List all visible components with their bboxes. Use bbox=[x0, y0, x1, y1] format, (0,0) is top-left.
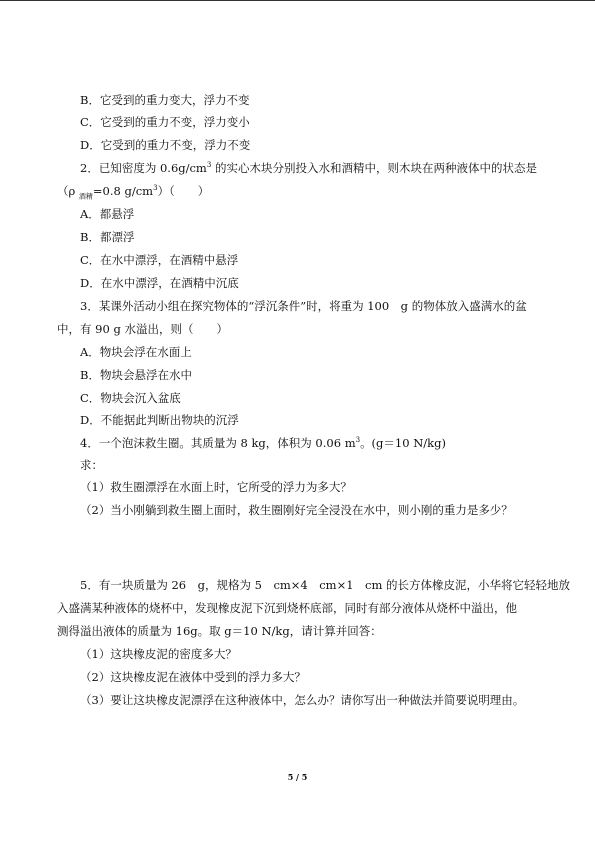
page-top-rule bbox=[0, 0, 595, 1]
q1-option-d: D．它受到的重力不变，浮力不变 bbox=[80, 138, 251, 152]
q3-option-c: C．物块会沉入盆底 bbox=[80, 391, 181, 405]
q5-stem-continued-1: 入盛满某种液体的烧杯中，发现橡皮泥下沉到烧杯底部，同时有部分液体从烧杯中溢出，他 bbox=[57, 601, 517, 615]
q4-sub-question-1: （1）救生圈漂浮在水面上时，它所受的浮力为多大？ bbox=[80, 480, 352, 494]
q4-sub-question-2: （2）当小刚躺到救生圈上面时，救生圈刚好完全浸没在水中，则小刚的重力是多少？ bbox=[80, 503, 513, 517]
q1-option-c: C．它受到的重力不变，浮力变小 bbox=[80, 115, 250, 129]
q3-stem-continued: 中，有 90 g 水溢出，则（ ） bbox=[57, 322, 228, 336]
q4-stem: 4．一个泡沫救生圈。其质量为 8 kg，体积为 0.06 $m^3$。(g＝10 N/kg) bbox=[80, 436, 446, 450]
q3-option-d: D．不能据此判断出物块的沉浮 bbox=[80, 413, 239, 427]
q4-ask: 求： bbox=[80, 458, 103, 472]
q5-stem: 5．有一块质量为 26 g，规格为 5 cm×4 cm×1 cm 的长方体橡皮泥，小华将它轻轻地放 bbox=[80, 578, 571, 592]
q3-stem: 3．某课外活动小组在探究物体的“浮沉条件”时，将重为 100 g 的物体放入盛满水的盆 bbox=[80, 299, 527, 313]
q5-sub-question-3: （3）要让这块橡皮泥漂浮在这种液体中，怎么办？请你写出一种做法并简要说明理由。 bbox=[80, 693, 525, 707]
q3-option-a: A．物块会浮在水面上 bbox=[80, 345, 192, 359]
q5-stem-continued-2: 测得溢出液体的质量为 16g。取 g＝10 N/kg，请计算并回答： bbox=[57, 624, 382, 638]
q3-option-b: B．物块会悬浮在水中 bbox=[80, 368, 192, 382]
q2-option-c: C．在水中漂浮，在酒精中悬浮 bbox=[80, 253, 239, 267]
q2-stem-continued: （ρ $_{酒精}$=0.8 $g/cm^3$）（ ） bbox=[57, 184, 210, 201]
q2-option-a: A．都悬浮 bbox=[80, 207, 135, 221]
q2-option-d: D．在水中漂浮，在酒精中沉底 bbox=[80, 276, 239, 290]
q2-stem: 2．已知密度为 $0.6g/cm^3$ 的实心木块分别投入水和酒精中，则木块在两种液体中的状态是 bbox=[80, 161, 537, 175]
q5-sub-question-2: （2）这块橡皮泥在液体中受到的浮力多大？ bbox=[80, 670, 306, 684]
q1-option-b: B．它受到的重力变大，浮力不变 bbox=[80, 93, 250, 107]
q2-option-b: B．都漂浮 bbox=[80, 230, 135, 244]
page-number: 5 / 5 bbox=[287, 772, 308, 782]
q5-sub-question-1: （1）这块橡皮泥的密度多大？ bbox=[80, 647, 237, 661]
